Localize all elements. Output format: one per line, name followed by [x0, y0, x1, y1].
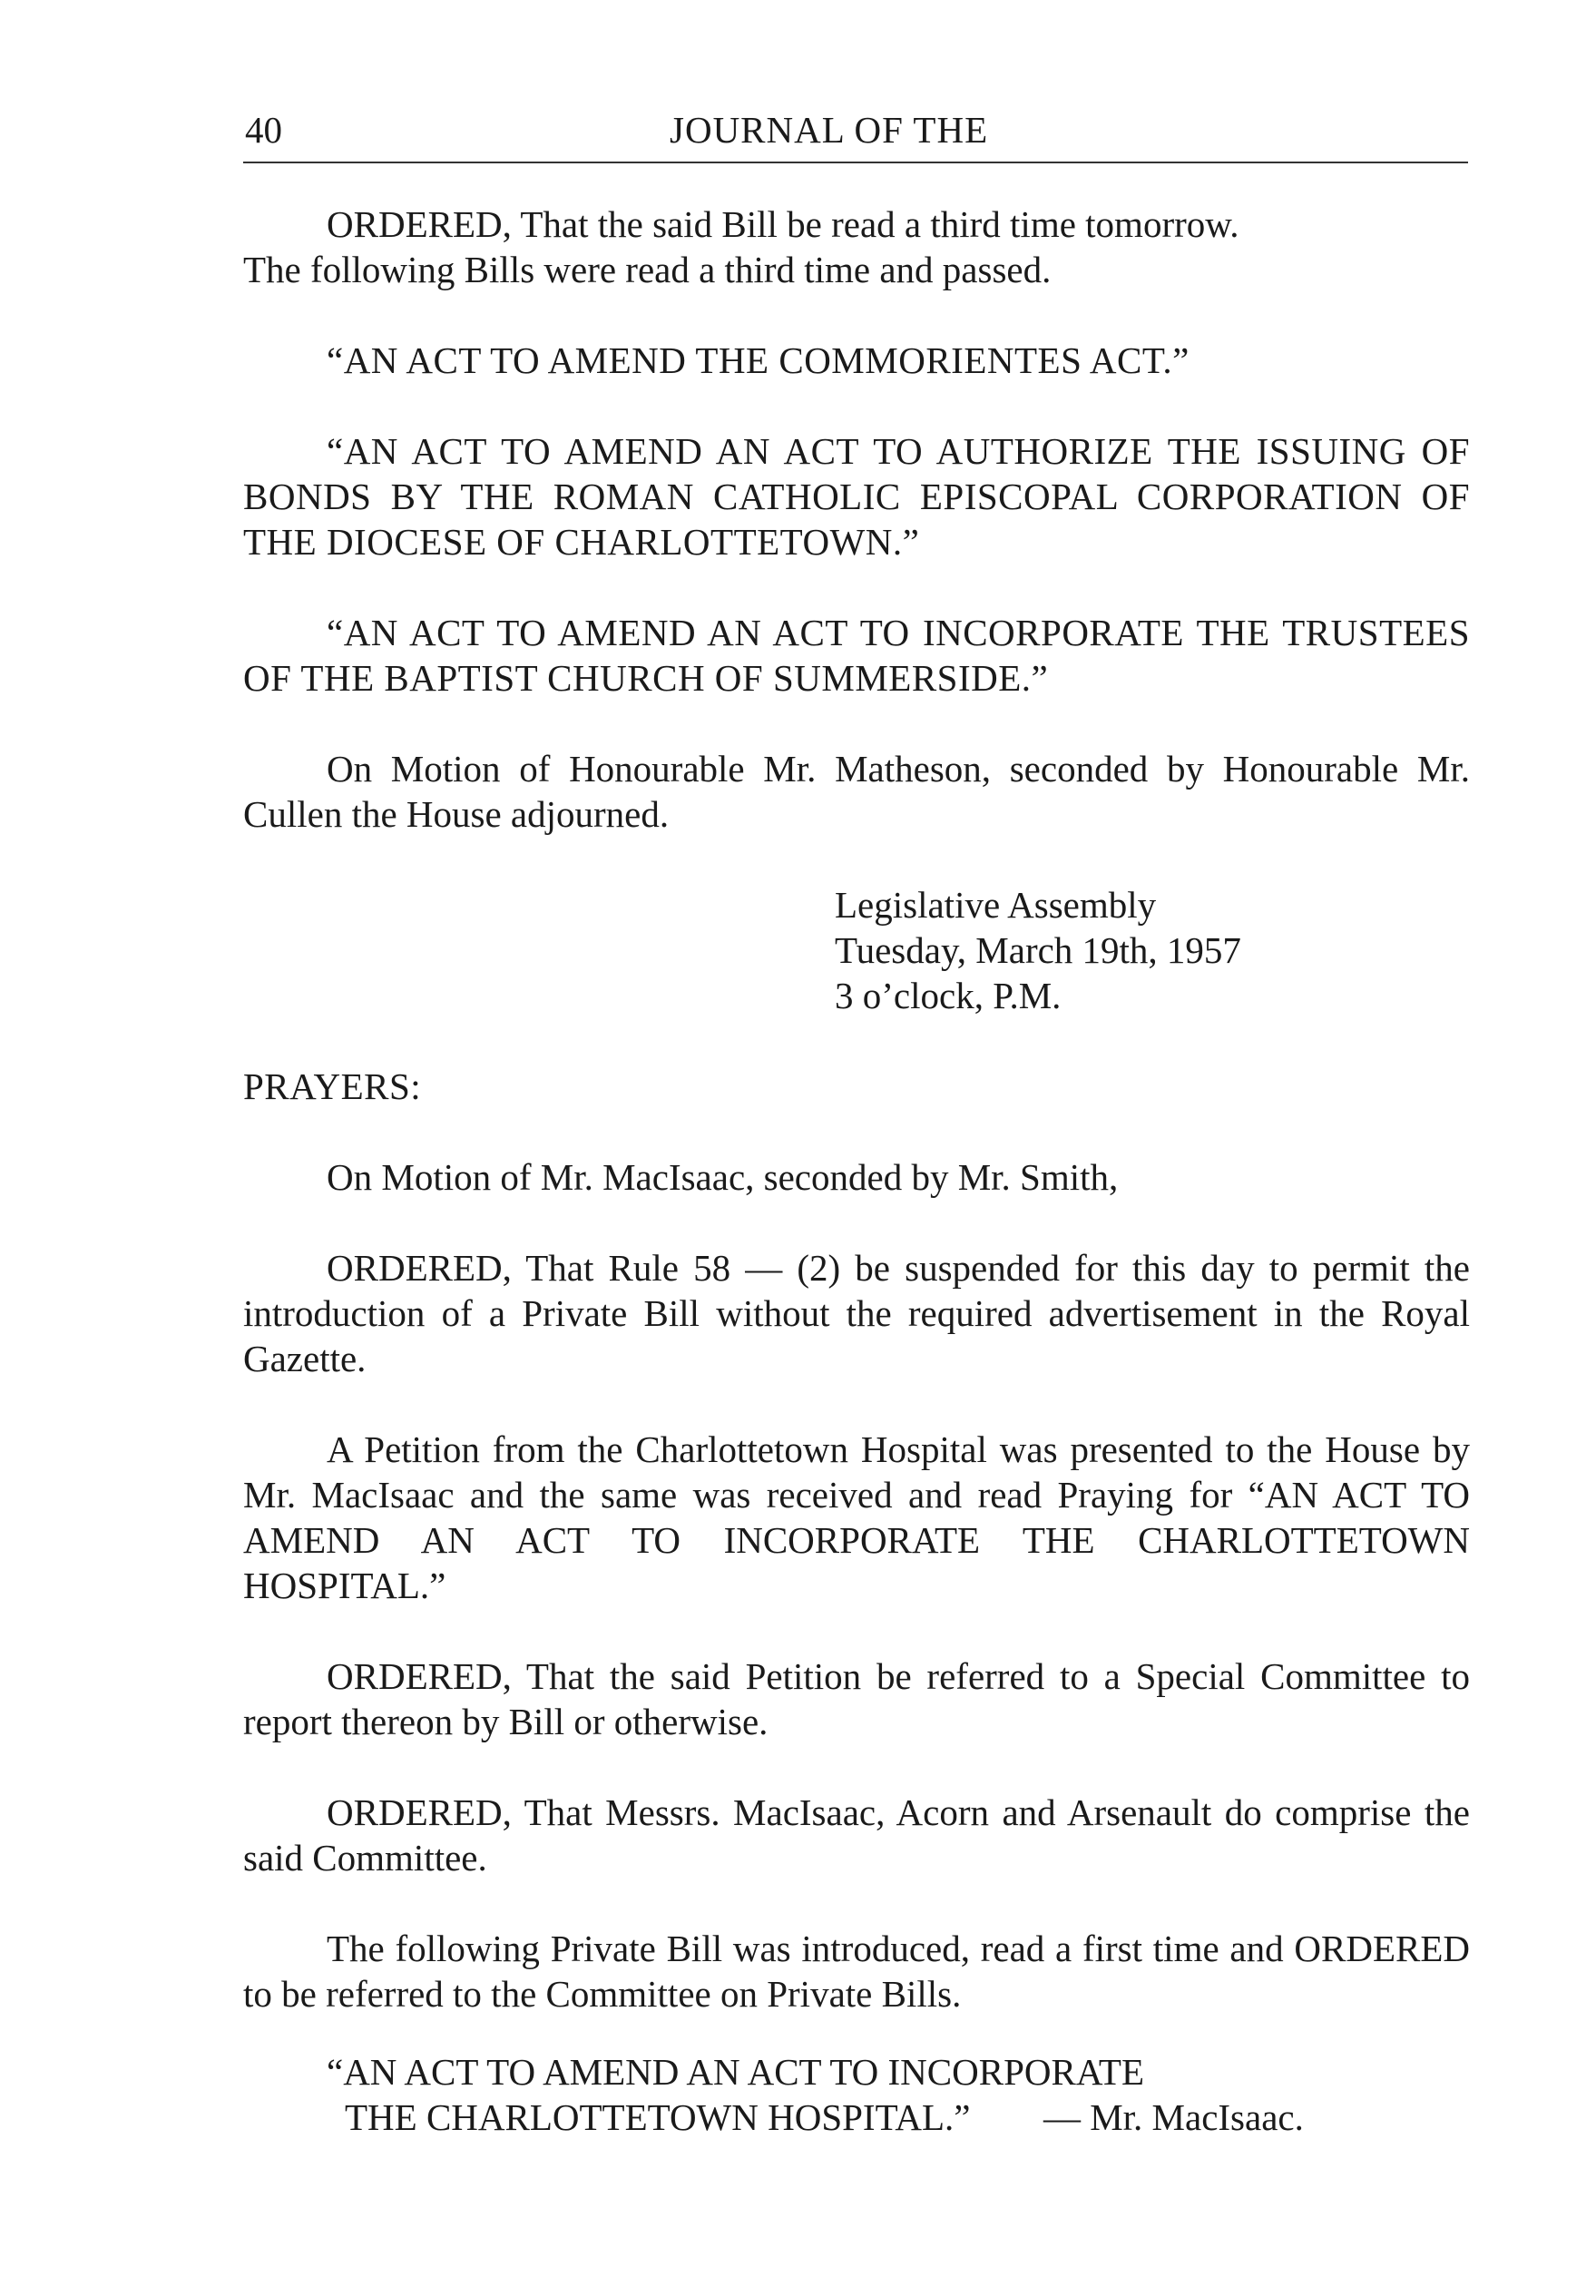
private-bill-intro: The following Private Bill was introduced, read a first time and ORDERED to be referred to the Committee on Private Bills.: [243, 1928, 1470, 2015]
page-body: [243, 201, 1470, 2140]
hospital-petition: A Petition from the Charlottetown Hospital was presented to the House by Mr. MacIsaac and the same was received and read Praying for “AN ACT TO AMEND AN ACT TO INCORPORATE THE CHARLOTTETOWN HOSPITAL.”: [243, 1428, 1470, 1606]
dateline-date: Tuesday, March 19th, 1957: [835, 929, 1241, 971]
ordered-rule-58: ORDERED, That Rule 58 — (2) be suspended for this day to permit the introduction of a Private Bill without the required advertisement in the Royal Gazette.: [243, 1247, 1470, 1379]
adjournment-motion: On Motion of Honourable Mr. Matheson, seconded by Honourable Mr. Cullen the House adjourned.: [243, 748, 1470, 835]
motion-macisaac: On Motion of Mr. MacIsaac, seconded by Mr. Smith,: [327, 1156, 1119, 1198]
hospital-bill-line2-text: THE CHARLOTTETOWN HOSPITAL.”: [345, 2096, 971, 2138]
ordered-third-reading: ORDERED, That the said Bill be read a third time tomorrow.: [327, 203, 1239, 245]
bill-commorientes: “AN ACT TO AMEND THE COMMORIENTES ACT.”: [327, 339, 1190, 381]
page-number: 40: [245, 109, 282, 151]
ordered-committee-members: ORDERED, That Messrs. MacIsaac, Acorn and Arsenault do comprise the said Committee.: [243, 1791, 1470, 1879]
bill-bonds-episcopal: “AN ACT TO AMEND AN ACT TO AUTHORIZE THE ISSUING OF BONDS BY THE ROMAN CATHOLIC EPISCOPAL CORPORATION OF THE DIOCESE OF CHARLOTTETOWN.”: [243, 430, 1470, 563]
page-header: [243, 107, 1468, 163]
bill-baptist-church: “AN ACT TO AMEND AN ACT TO INCORPORATE THE TRUSTEES OF THE BAPTIST CHURCH OF SUMMERSIDE.”: [243, 612, 1470, 699]
sponsor-attribution: — Mr. MacIsaac.: [1043, 2096, 1304, 2138]
dateline-time: 3 o’clock, P.M.: [835, 975, 1062, 1016]
hospital-bill-line2: [327, 2095, 1470, 2140]
hospital-bill-title: [243, 2049, 1470, 2140]
dateline-assembly: Legislative Assembly: [835, 884, 1157, 926]
prayers-heading: PRAYERS:: [243, 1065, 422, 1107]
bills-passed-intro: The following Bills were read a third time and passed.: [243, 249, 1052, 290]
ordered-special-committee: ORDERED, That the said Petition be referred to a Special Committee to report thereon by Bill or otherwise.: [243, 1655, 1470, 1742]
running-head: JOURNAL OF THE: [670, 109, 989, 151]
hospital-bill-line1: “AN ACT TO AMEND AN ACT TO INCORPORATE: [327, 2051, 1144, 2093]
dateline: [835, 882, 1470, 1018]
